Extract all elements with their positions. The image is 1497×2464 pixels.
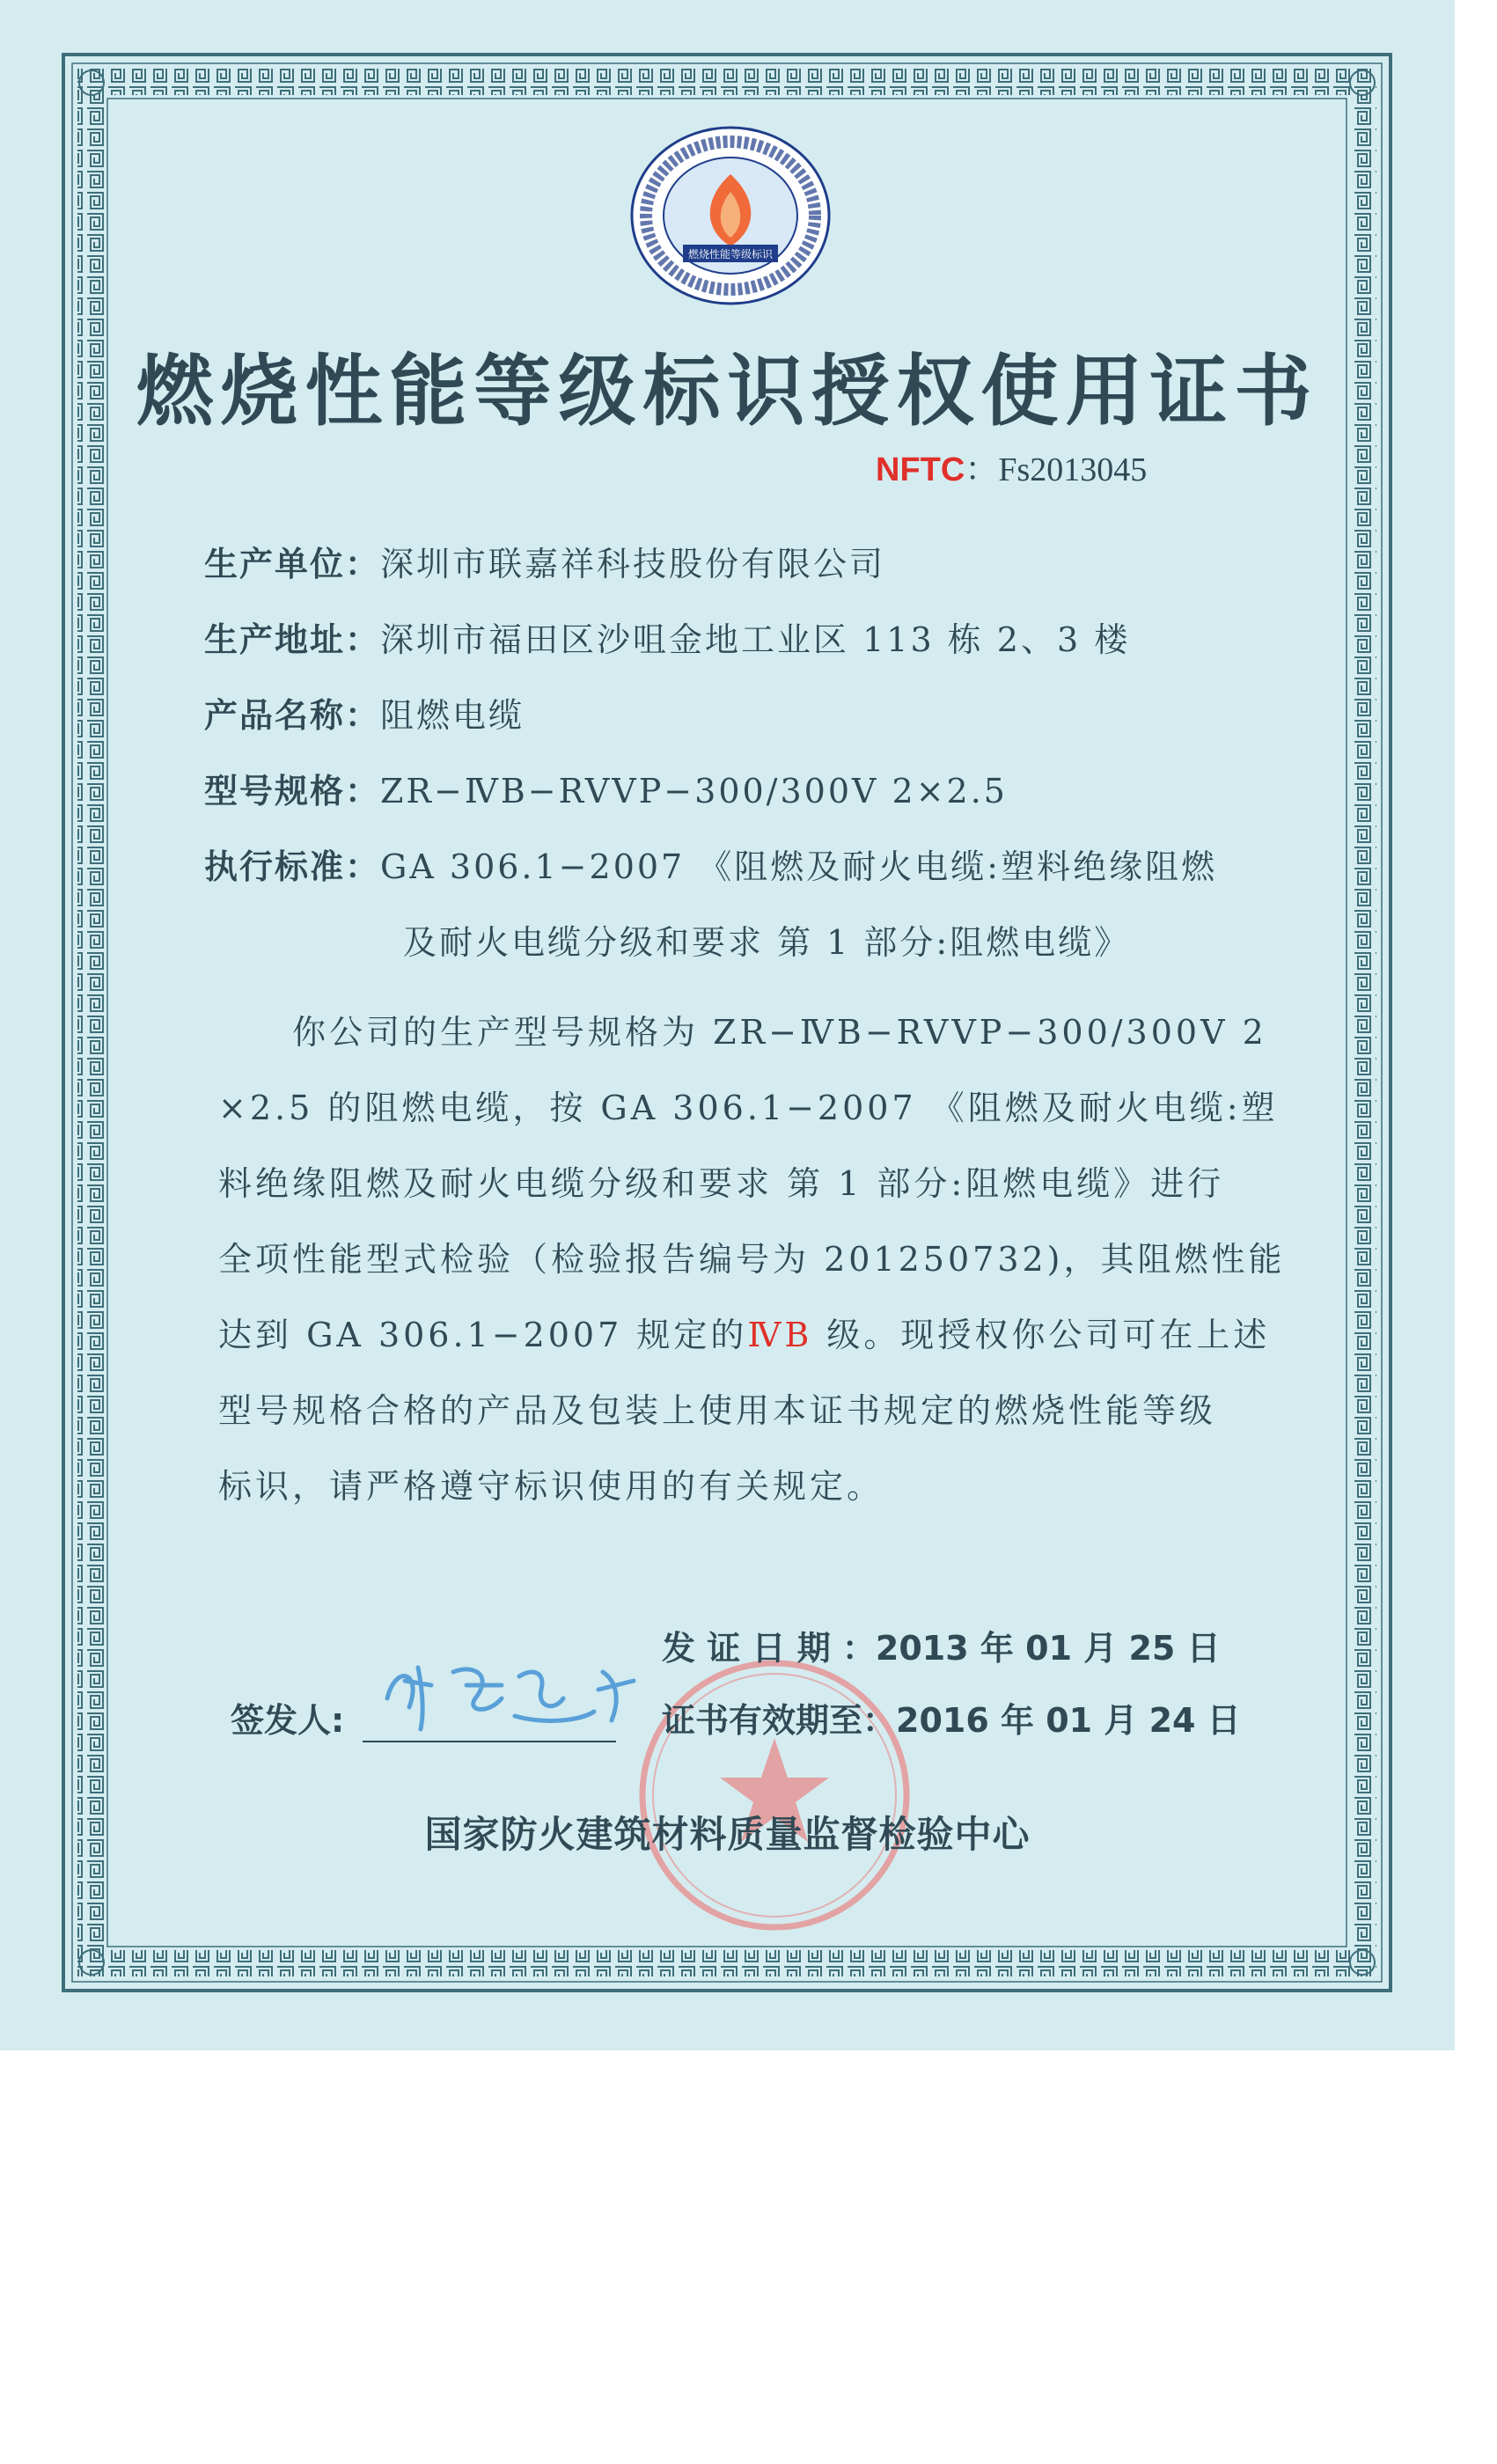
certificate-number (876, 442, 1147, 490)
expiry-date-label: 证书有效期至： (662, 1701, 897, 1740)
field-value: GA 306.1−2007 《阻燃及耐火电缆:塑料绝缘阻燃 (380, 847, 1218, 886)
cert-prefix: NFTC (876, 451, 965, 488)
field-label: 执行标准： (204, 847, 381, 886)
field-label: 产品名称： (204, 696, 381, 735)
issue-date-label: 发 证 日 期 ： (662, 1629, 876, 1668)
field-value: 阻燃电缆 (380, 696, 525, 735)
body-line: 料绝缘阻燃及耐火电缆分级和要求 第 1 部分:阻燃电缆》进行 (218, 1164, 1225, 1203)
cert-value: Fs2013045 (998, 451, 1148, 488)
expiry-date (662, 1693, 1241, 1742)
body-line: 标识，请严格遵守标识使用的有关规定。 (218, 1467, 884, 1506)
signatory-label: 签发人: (231, 1701, 345, 1740)
field-label: 型号规格： (204, 772, 381, 810)
handwritten-signature (370, 1637, 660, 1742)
signature-line (363, 1741, 616, 1742)
issuing-authority: 国家防火建筑材料质量监督检验中心 (424, 1813, 1031, 1856)
field-label: 生产地址： (204, 620, 381, 659)
certification-emblem (616, 123, 845, 308)
issue-date-value: 2013 年 01 月 25 日 (875, 1629, 1221, 1668)
field-value: 及耐火电缆分级和要求 第 1 部分:阻燃电缆》 (403, 923, 1131, 962)
grade-highlight: ⅣB (747, 1316, 813, 1354)
field-value: 深圳市联嘉祥科技股份有限公司 (380, 545, 886, 583)
body-line: 型号规格合格的产品及包装上使用本证书规定的燃烧性能等级 (218, 1391, 1217, 1430)
emblem-bottom-text: 燃烧性能等级标识 (687, 248, 774, 260)
certificate-title: 燃烧性能等级标识授权使用证书 (136, 346, 1319, 436)
body-line: ×2.5 的阻燃电缆，按 GA 306.1−2007 《阻燃及耐火电缆:塑 (218, 1089, 1279, 1127)
body-line: 你公司的生产型号规格为 ZR−ⅣB−RVVP−300/300V 2 (218, 1013, 1267, 1052)
field-product-name (204, 688, 525, 737)
field-standard-continued (403, 915, 1130, 964)
field-model-spec (204, 764, 1008, 812)
expiry-date-value: 2016 年 01 月 24 日 (896, 1701, 1241, 1740)
field-value: 深圳市福田区沙咀金地工业区 113 栋 2、3 楼 (380, 620, 1131, 659)
issue-date (662, 1621, 1221, 1669)
field-address (204, 612, 1130, 661)
body-line (218, 1308, 1270, 1356)
body-text: 级。现授权你公司可在上述 (812, 1316, 1271, 1354)
field-label: 生产单位： (204, 545, 381, 583)
field-value: ZR−ⅣB−RVVP−300/300V 2×2.5 (380, 772, 1008, 810)
field-manufacturer (204, 537, 885, 585)
body-line: 全项性能型式检验（检验报告编号为 201250732)，其阻燃性能 (218, 1240, 1286, 1279)
field-standard (204, 840, 1217, 888)
body-text: 达到 GA 306.1−2007 规定的 (218, 1316, 748, 1354)
cert-sep: ： (965, 451, 999, 488)
